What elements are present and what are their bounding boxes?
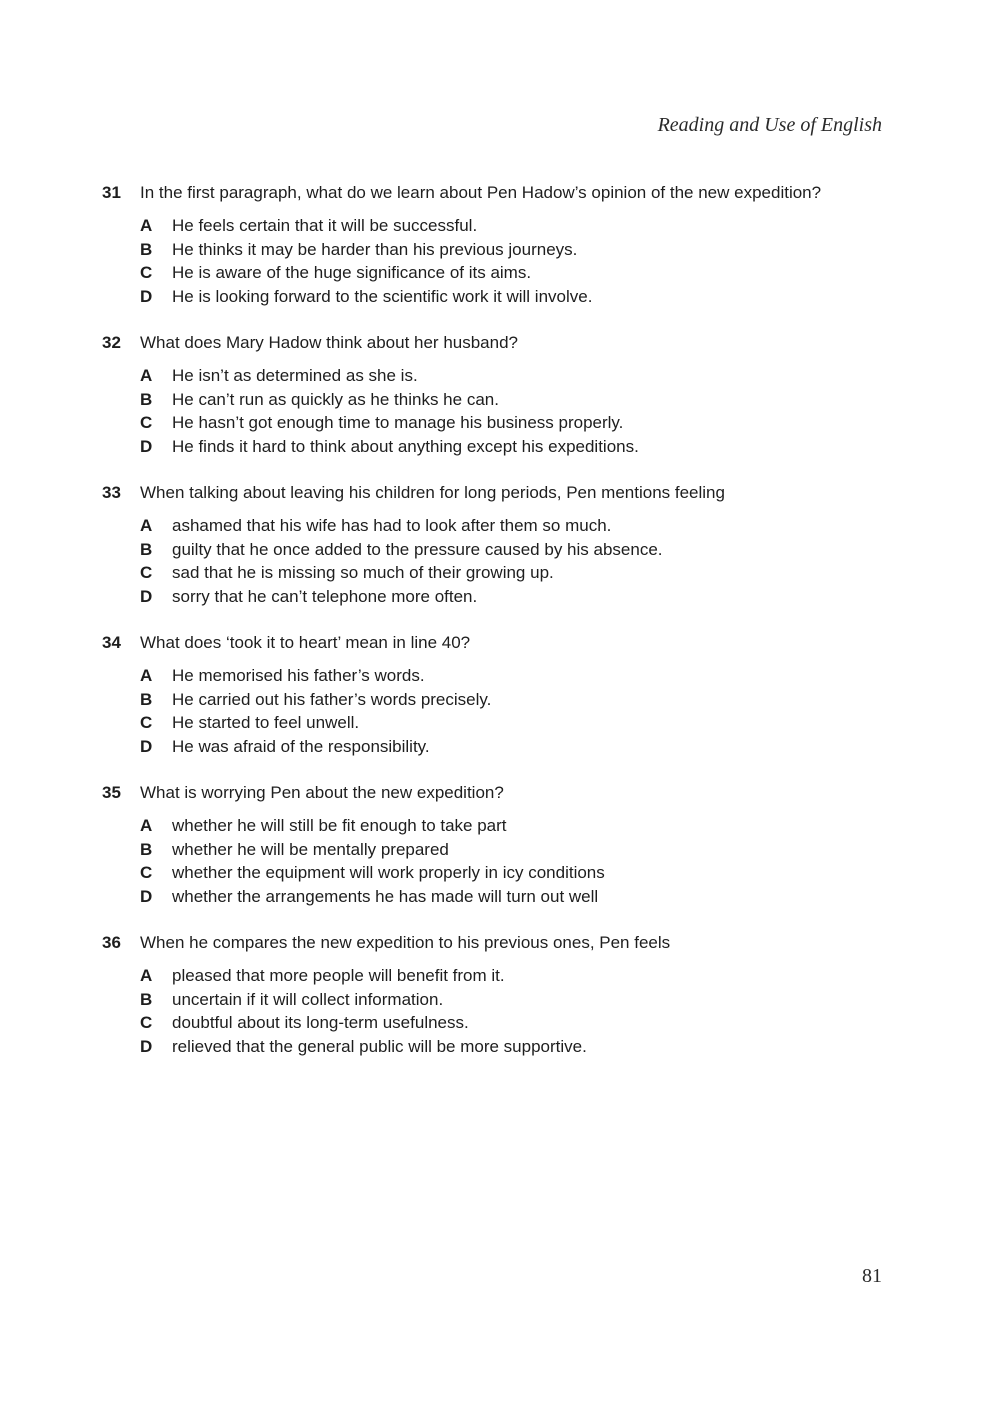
option-text: He can’t run as quickly as he thinks he can. [172,389,499,409]
option-text: He isn’t as determined as she is. [172,366,418,385]
question-35 [0,778,1000,908]
option-c[interactable] [0,411,1000,435]
option-letter: D [140,1036,153,1056]
option-list [0,514,1000,608]
option-text: uncertain if it will collect information. [172,989,444,1009]
option-a[interactable] [0,514,1000,538]
option-letter: C [140,863,153,882]
option-d[interactable] [0,735,1000,759]
option-text: whether he will be mentally prepared [172,839,449,859]
option-c[interactable] [0,861,1000,885]
option-b[interactable] [0,388,1000,412]
option-letter: D [140,886,153,906]
option-d[interactable] [0,885,1000,909]
option-c[interactable] [0,561,1000,585]
question-number: 33 [102,483,121,502]
running-header: Reading and Use of English [657,114,882,136]
option-letter: C [140,263,153,282]
option-text: He finds it hard to think about anything except his expeditions. [172,436,639,456]
question-text: In the first paragraph, what do we learn about Pen Hadow’s opinion of the new expedition? [140,183,822,202]
option-b[interactable] [0,838,1000,862]
question-list [0,178,1000,1078]
question-text: When talking about leaving his children for long periods, Pen mentions feeling [140,483,725,502]
option-text: He memorised his father’s words. [172,666,425,685]
question-31 [0,178,1000,308]
option-letter: A [140,666,153,685]
option-text: He thinks it may be harder than his previous journeys. [172,239,578,259]
question-text: What does ‘took it to heart’ mean in line 40? [140,633,471,652]
option-text: guilty that he once added to the pressure caused by his absence. [172,539,663,559]
option-text: whether the equipment will work properly in icy conditions [172,863,605,882]
option-d[interactable] [0,285,1000,309]
question-stem [0,928,1000,958]
option-a[interactable] [0,214,1000,238]
option-text: He carried out his father’s words precisely. [172,689,492,709]
question-34 [0,628,1000,758]
option-text: doubtful about its long-term usefulness. [172,1013,469,1032]
option-text: He started to feel unwell. [172,713,360,732]
option-a[interactable] [0,814,1000,838]
page-number: 81 [862,1265,882,1287]
option-b[interactable] [0,988,1000,1012]
option-letter: A [140,816,153,835]
option-letter: C [140,563,153,582]
option-letter: C [140,413,153,432]
option-letter: D [140,586,153,606]
option-letter: D [140,286,153,306]
option-letter: D [140,736,153,756]
question-stem [0,778,1000,808]
option-b[interactable] [0,688,1000,712]
option-b[interactable] [0,538,1000,562]
option-letter: B [140,389,153,409]
question-number: 35 [102,783,121,802]
option-c[interactable] [0,261,1000,285]
option-d[interactable] [0,1035,1000,1059]
option-a[interactable] [0,664,1000,688]
question-stem [0,628,1000,658]
option-list [0,964,1000,1058]
option-list [0,814,1000,908]
option-text: sorry that he can’t telephone more often. [172,586,478,606]
option-letter: B [140,539,153,559]
option-text: He feels certain that it will be successful. [172,216,478,235]
question-stem [0,178,1000,208]
option-letter: A [140,516,153,535]
question-stem [0,478,1000,508]
option-d[interactable] [0,435,1000,459]
option-letter: C [140,1013,153,1032]
option-letter: B [140,989,153,1009]
question-text: When he compares the new expedition to his previous ones, Pen feels [140,933,671,952]
option-c[interactable] [0,1011,1000,1035]
option-list [0,214,1000,308]
option-letter: C [140,713,153,732]
option-letter: A [140,216,153,235]
option-text: whether he will still be fit enough to take part [172,816,507,835]
question-number: 32 [102,333,121,352]
option-b[interactable] [0,238,1000,262]
option-letter: B [140,839,153,859]
question-stem [0,328,1000,358]
option-list [0,364,1000,458]
option-c[interactable] [0,711,1000,735]
option-text: ashamed that his wife has had to look after them so much. [172,516,612,535]
option-letter: B [140,239,153,259]
question-32 [0,328,1000,458]
option-text: He hasn’t got enough time to manage his business properly. [172,413,624,432]
option-letter: D [140,436,153,456]
question-text: What does Mary Hadow think about her husband? [140,333,519,352]
question-number: 31 [102,183,121,202]
option-letter: B [140,689,153,709]
option-text: He is looking forward to the scientific work it will involve. [172,286,593,306]
question-number: 36 [102,933,121,952]
question-text: What is worrying Pen about the new expedition? [140,783,504,802]
question-33 [0,478,1000,608]
option-text: pleased that more people will benefit from it. [172,966,505,985]
option-text: relieved that the general public will be more supportive. [172,1036,587,1056]
option-list [0,664,1000,758]
option-text: He was afraid of the responsibility. [172,736,430,756]
question-36 [0,928,1000,1058]
option-letter: A [140,966,153,985]
option-text: sad that he is missing so much of their growing up. [172,563,554,582]
option-d[interactable] [0,585,1000,609]
option-a[interactable] [0,364,1000,388]
option-a[interactable] [0,964,1000,988]
option-letter: A [140,366,153,385]
option-text: whether the arrangements he has made will turn out well [172,886,599,906]
question-number: 34 [102,633,121,652]
option-text: He is aware of the huge significance of its aims. [172,263,532,282]
